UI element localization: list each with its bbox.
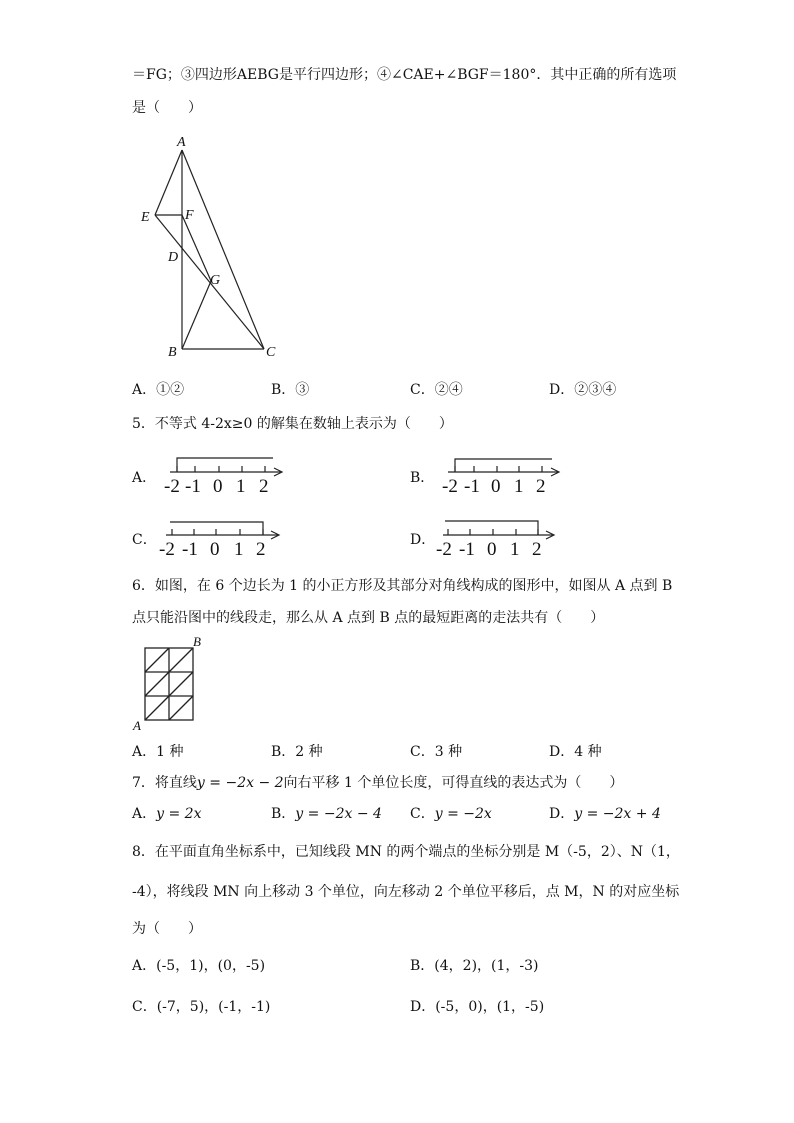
- q5-option-a-label[interactable]: A．: [132, 470, 157, 486]
- q7-option-b-formula: y = −2x − 4: [295, 806, 382, 822]
- q5b-tick-neg1: -1: [464, 476, 480, 497]
- label-b: B: [168, 345, 177, 360]
- q7-stem: [132, 774, 623, 792]
- q4-option-a[interactable]: A．①②: [132, 382, 185, 398]
- q7-option-c-label: C．: [410, 806, 435, 822]
- q5a-tick-neg2: -2: [164, 476, 180, 497]
- q7-option-d-formula: y = −2x + 4: [574, 806, 661, 822]
- q7-option-c-formula: y = −2x: [434, 806, 492, 822]
- q6-option-d[interactable]: D．4 种: [549, 744, 602, 760]
- q5-option-b-label[interactable]: B．: [410, 470, 435, 486]
- q6-label-a: A: [133, 718, 141, 733]
- q6-option-c[interactable]: C．3 种: [410, 744, 463, 760]
- q7-option-b[interactable]: [271, 805, 382, 823]
- q5-stem: 5．不等式 4-2x≥0 的解集在数轴上表示为（ ）: [132, 416, 453, 432]
- q5d-tick-neg2: -2: [436, 539, 452, 560]
- q5b-tick-2: 2: [536, 476, 546, 497]
- q4-option-c[interactable]: C．②④: [410, 382, 463, 398]
- q5a-tick-neg1: -1: [185, 476, 201, 497]
- q7-option-d-label: D．: [549, 806, 575, 822]
- q6-text-line2: 点只能沿图中的线段走，那么从 A 点到 B 点的最短距离的走法共有（ ）: [132, 610, 605, 626]
- q5c-tick-neg1: -1: [182, 539, 198, 560]
- q7-option-c[interactable]: [410, 805, 492, 823]
- q5d-tick-neg1: -1: [459, 539, 475, 560]
- q8-option-b[interactable]: B．(4，2)，(1，-3): [410, 958, 539, 974]
- q5b-tick-1: 1: [514, 476, 524, 497]
- q5a-tick-0: 0: [213, 476, 223, 497]
- q5-option-c-label[interactable]: C．: [132, 532, 157, 548]
- q4-option-d[interactable]: D．②③④: [549, 382, 617, 398]
- q5b-tick-0: 0: [491, 476, 501, 497]
- label-d: D: [168, 250, 179, 265]
- q5c-tick-2: 2: [256, 539, 266, 560]
- label-e: E: [141, 210, 150, 225]
- q8-option-d[interactable]: D．(-5，0)，(1，-5): [410, 999, 545, 1015]
- q7-option-a[interactable]: [132, 805, 201, 823]
- label-f: F: [185, 208, 194, 223]
- q4-text-line2: 是（ ）: [132, 100, 202, 116]
- q5c-tick-neg2: -2: [159, 539, 175, 560]
- q5c-tick-1: 1: [234, 539, 244, 560]
- q5b-tick-neg2: -2: [442, 476, 458, 497]
- q8-text-line3: 为（ ）: [132, 921, 202, 937]
- q8-text-line2: -4），将线段 MN 向上移动 3 个单位，向左移动 2 个单位平移后，点 M，N 的对应坐标: [132, 884, 680, 900]
- q5d-tick-1: 1: [510, 539, 520, 560]
- q7-option-a-formula: y = 2x: [156, 806, 202, 822]
- q8-option-c[interactable]: C．(-7，5)，(-1，-1): [132, 999, 271, 1015]
- q5-option-d-label[interactable]: D．: [410, 532, 436, 548]
- q4-text-line1: ＝FG；③四边形AEBG是平行四边形；④∠CAE+∠BGF＝180°．其中正确的所有选项: [132, 67, 677, 83]
- label-a: A: [177, 135, 186, 150]
- q8-option-a[interactable]: A．(-5，1)，(0，-5): [132, 958, 266, 974]
- label-c: C: [266, 345, 276, 360]
- q5d-tick-2: 2: [532, 539, 542, 560]
- q5c-tick-0: 0: [210, 539, 220, 560]
- q7-stem-prefix: 7．将直线: [132, 775, 197, 791]
- q5d-tick-0: 0: [487, 539, 497, 560]
- q7-option-a-label: A．: [132, 806, 157, 822]
- q6-option-a[interactable]: A．1 种: [132, 744, 184, 760]
- q7-option-d[interactable]: [549, 805, 661, 823]
- q5a-tick-1: 1: [236, 476, 246, 497]
- q7-stem-formula: y = −2x − 2: [196, 775, 284, 791]
- q6-option-b[interactable]: B．2 种: [271, 744, 323, 760]
- q6-label-b: B: [193, 634, 201, 649]
- q8-text-line1: 8．在平面直角坐标系中，已知线段 MN 的两个端点的坐标分别是 M（-5，2）、N（1，: [132, 844, 680, 860]
- q6-text-line1: 6．如图，在 6 个边长为 1 的小正方形及其部分对角线构成的图形中，如图从 A 点到 B: [132, 578, 673, 594]
- q7-stem-suffix: 向右平移 1 个单位长度，可得直线的表达式为（ ）: [283, 775, 624, 791]
- q7-option-b-label: B．: [271, 806, 296, 822]
- q4-option-b[interactable]: B．③: [271, 382, 310, 398]
- q5a-tick-2: 2: [259, 476, 269, 497]
- label-g: G: [210, 273, 221, 288]
